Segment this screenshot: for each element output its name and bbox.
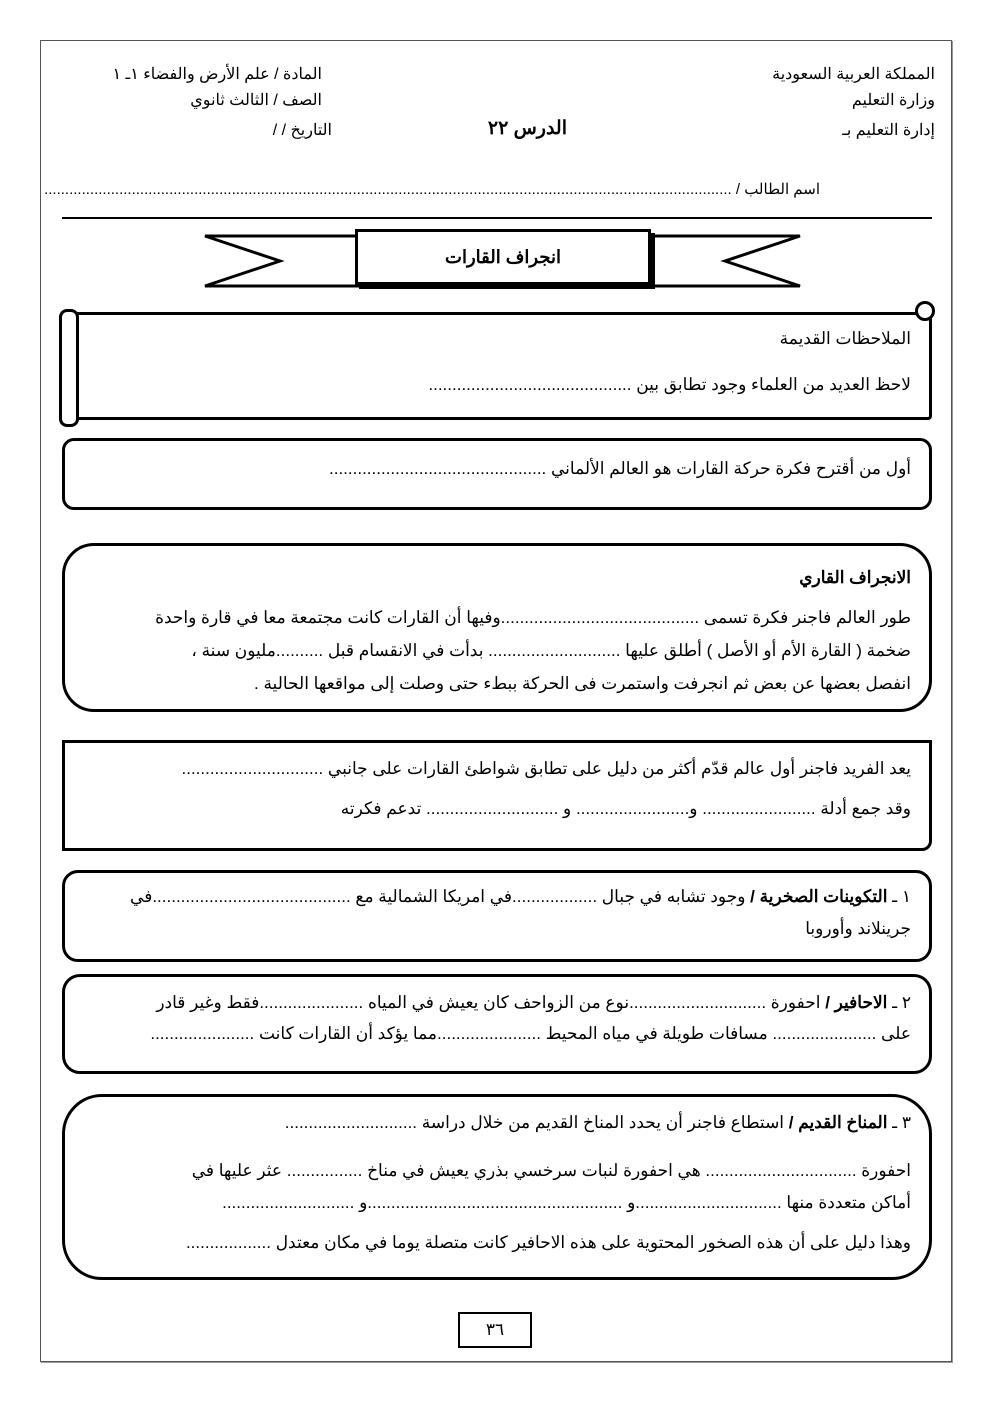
item-heading: المناخ القديم / [788, 1113, 888, 1132]
ministry-label: وزارة التعليم [851, 92, 935, 109]
kingdom-label: المملكة العربية السعودية [772, 66, 935, 83]
item-heading: التكوينات الصخرية / [750, 887, 888, 906]
first-proposer-text: أول من أقترح فكرة حركة القارات هو العالم الألماني .............................................. [329, 459, 911, 478]
fossils-line: على ...................... مسافات طويلة في مياه المحيط ......................مما يؤكد أن القارات كانت ...................... [150, 1024, 911, 1043]
page-number: ٣٦ [458, 1312, 532, 1348]
item-number: ١ ـ [887, 887, 911, 906]
fossils-box [62, 974, 932, 1074]
rock-formations-line: جرينلاند وأوروبا [805, 919, 911, 938]
header-divider [62, 217, 932, 219]
ancient-climate-box [62, 1094, 932, 1280]
old-observations-scroll [62, 312, 932, 420]
drift-line: ضخمة ( القارة الأم أو الأصل ) أطلق عليها ............................ بدأت في الانقسام قبل ..........مليون سنة ، [191, 641, 911, 660]
first-proposer-box [62, 438, 932, 510]
lesson-number: الدرس ٢٢ [487, 118, 567, 139]
drift-heading: الانجراف القاري [799, 568, 911, 587]
wegener-box [62, 740, 932, 851]
wegener-line: يعد الفريد فاجنر أول عالم قدّم أكثر من دليل على تطابق شواطئ القارات على جانبي .............................. [181, 759, 911, 778]
subject-label: المادة / علم الأرض والفضاء ١ـ ١ [112, 66, 322, 83]
drift-line: انفصل بعضها عن بعض ثم انجرفت واستمرت فى الحركة ببطء حتى وصلت إلى مواقعها الحالية . [254, 674, 911, 693]
old-observations-line: لاحظ العديد من العلماء وجود تطابق بين ........................................... [428, 375, 911, 394]
worksheet-title: انجراف القارات [355, 229, 651, 285]
rock-formations-line [130, 887, 911, 907]
continental-drift-box [62, 543, 932, 712]
climate-line: وهذا دليل على أن هذه الصخور المحتوية على هذه الاحافير كانت متصلة يوما في مكان معتدل .................. [185, 1233, 911, 1252]
wegener-line: وقد جمع أدلة ........................ و........................ و ............................ تدعم فكرته [340, 799, 911, 818]
date-label: التاريخ / / [272, 122, 332, 139]
climate-line: أماكن متعددة منها ...............................و ......................................................و ............................ [222, 1193, 911, 1212]
item-number: ٣ ـ [887, 1113, 911, 1132]
old-observations-heading: الملاحظات القديمة [779, 329, 911, 348]
item-number: ٢ ـ [887, 993, 911, 1012]
scroll-roll-right [915, 301, 935, 321]
student-name-field[interactable]: اسم الطالب / ..................................................................................................................................................................... [44, 181, 820, 198]
climate-line: احفورة ................................ هي احفورة لنبات سرخسي بذري يعيش في مناخ ................ عثر عليها في [191, 1161, 911, 1180]
department-label: إدارة التعليم بـ [842, 122, 935, 139]
item-heading: الاحافير / [825, 993, 888, 1012]
rock-formations-box [62, 870, 932, 962]
item-text: احفورة .............................نوع من الزواحف كان يعيش في المياه ......................فقط وغير قادر [156, 993, 826, 1012]
drift-line: طور العالم فاجنر فكرة تسمى ..........................................وفيها أن القارات كانت مجتمعة معا في قارة واحدة [155, 608, 911, 627]
item-text: وجود تشابه في جبال ..................في امريكا الشمالية مع ..........................................في [130, 887, 751, 906]
grade-label: الصف / الثالث ثانوي [190, 92, 322, 109]
item-text: استطاع فاجنر أن يحدد المناخ القديم من خلال دراسة ............................ [284, 1113, 789, 1132]
scroll-roll-left [59, 309, 79, 427]
